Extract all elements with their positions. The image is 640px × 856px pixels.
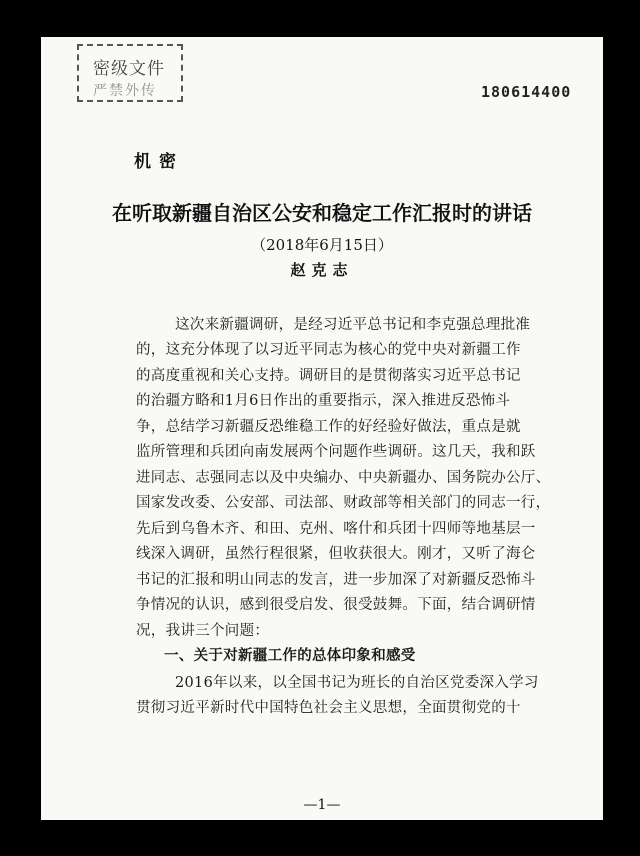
body-line: 的高度重视和关心支持。调研目的是贯彻落实习近平总书记 (136, 368, 521, 384)
body-line: 国家发改委、公安部、司法部、财政部等相关部门的同志一行， (136, 495, 551, 511)
document-page (41, 37, 603, 820)
classification-label: 机密 (134, 152, 184, 172)
document-number: 180614400 (481, 83, 572, 101)
body-line: 的，这充分体现了以习近平同志为核心的党中央对新疆工作 (136, 342, 521, 358)
body-line: 书记的汇报和明山同志的发言，进一步加深了对新疆反恐怖斗 (136, 572, 536, 588)
body-line: 况，我讲三个问题： (136, 623, 270, 639)
stamp-line-2: 严禁外传 (93, 83, 157, 99)
classification-stamp (77, 44, 183, 102)
section-heading: 一、关于对新疆工作的总体印象和感受 (164, 647, 416, 664)
stamp-line-1: 密级文件 (93, 59, 165, 79)
body-line: 争情况的认识，感到很受启发、很受鼓舞。下面，结合调研情 (136, 597, 536, 613)
document-date: （2018年6月15日） (251, 236, 393, 254)
body-line: 监所管理和兵团向南发展两个问题作些调研。这几天，我和跃 (136, 444, 536, 460)
body-line: 这次来新疆调研，是经习近平总书记和李克强总理批准 (175, 317, 531, 333)
body-line: 线深入调研，虽然行程很紧，但收获很大。刚才，又听了海仑 (136, 546, 536, 562)
body-line: 贯彻习近平新时代中国特色社会主义思想，全面贯彻党的十 (136, 700, 521, 716)
page-number: —1— (303, 797, 341, 813)
document-title: 在听取新疆自治区公安和稳定工作汇报时的讲话 (112, 201, 532, 225)
body-line: 2016年以来，以全国书记为班长的自治区党委深入学习 (175, 675, 539, 691)
body-line: 进同志、志强同志以及中央编办、中央新疆办、国务院办公厅、 (136, 470, 551, 486)
body-line: 争，总结学习新疆反恐维稳工作的好经验好做法，重点是就 (136, 419, 521, 435)
body-line: 先后到乌鲁木齐、和田、克州、喀什和兵团十四师等地基层一 (136, 521, 536, 537)
document-author: 赵克志 (290, 261, 354, 279)
body-line: 的治疆方略和1月6日作出的重要指示，深入推进反恐怖斗 (136, 393, 511, 409)
